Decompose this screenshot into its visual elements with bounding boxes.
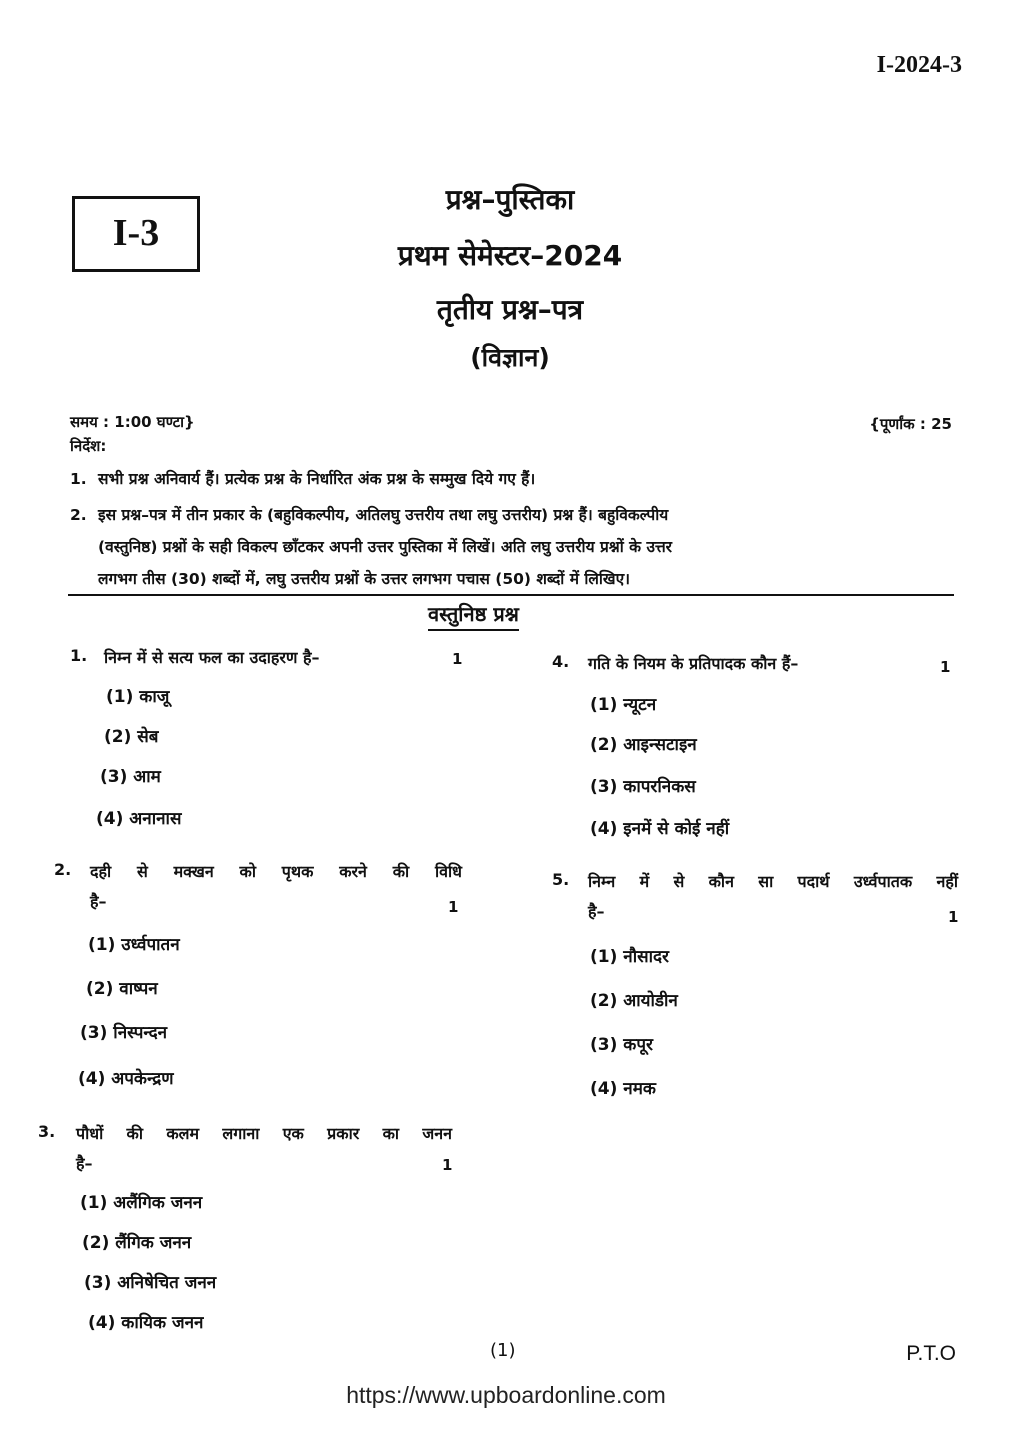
question-text-cont: है– (76, 1154, 93, 1173)
option-item: (4) इनमें से कोई नहीं (590, 819, 730, 839)
paper-code: I-2024-3 (876, 52, 962, 78)
subject-title: (विज्ञान) (470, 343, 550, 372)
question-text: निम्न में से सत्य फल का उदाहरण है– (104, 648, 320, 667)
option-item: (2) आइन्सटाइन (590, 735, 697, 755)
question-text: निम्न में से कौन सा पदार्थ उर्ध्वपातक नहीं (588, 872, 958, 891)
option-item: (4) अनानास (96, 809, 182, 829)
set-code-label: I-3 (112, 212, 160, 254)
question-number: 1. (70, 646, 88, 665)
option-item: (2) लैंगिक जनन (82, 1233, 192, 1253)
option-item: (4) कायिक जनन (88, 1313, 204, 1333)
max-marks-label: {पूर्णांक : 25 (869, 415, 952, 433)
option-item: (2) वाष्पन (86, 979, 158, 999)
divider-line (68, 594, 954, 596)
instruction-1-text: सभी प्रश्न अनिवार्य हैं। प्रत्येक प्रश्न के निर्धारित अंक प्रश्न के सम्मुख दिये गए हैं। (98, 470, 536, 488)
option-item: (4) नमक (590, 1079, 656, 1099)
title-booklet: प्रश्न–पुस्तिका (445, 183, 575, 216)
instruction-1-num: 1. (70, 470, 87, 488)
instruction-2-line3: लगभग तीस (30) शब्दों में, लघु उत्तरीय प्रश्नों के उत्तर लगभग पचास (50) शब्दों में लिखिए। (98, 570, 631, 588)
instructions-label: निर्देश: (70, 437, 107, 455)
section-title: वस्तुनिष्ठ प्रश्न (428, 600, 519, 631)
question-text-cont: है– (588, 902, 605, 921)
option-item: (2) सेब (104, 727, 159, 747)
page-number: (1) (490, 1340, 516, 1361)
instruction-2-line2: (वस्तुनिष्ठ) प्रश्नों के सही विकल्प छाँटकर अपनी उत्तर पुस्तिका में लिखें। अति लघु उत्तरीय प्रश्नों के उत्तर (98, 538, 672, 556)
question-marks: 1 (442, 1156, 453, 1174)
question-marks: 1 (452, 650, 463, 668)
option-item: (2) आयोडीन (590, 991, 678, 1011)
instruction-2-num: 2. (70, 506, 87, 524)
website-url: https://www.upboardonline.com (346, 1382, 666, 1408)
pto-label: P.T.O (906, 1342, 956, 1365)
question-number: 5. (552, 870, 570, 889)
question-marks: 1 (940, 658, 951, 676)
option-item: (3) कपूर (590, 1035, 653, 1055)
question-text: दही से मक्खन को पृथक करने की विधि (90, 862, 462, 881)
option-item: (1) नौसादर (590, 947, 669, 967)
question-marks: 1 (948, 908, 959, 926)
title-semester: प्रथम सेमेस्टर–2024 (397, 239, 623, 272)
option-item: (3) निस्पन्दन (80, 1023, 168, 1043)
question-text: पौधों की कलम लगाना एक प्रकार का जनन (76, 1124, 452, 1143)
option-item: (1) काजू (106, 687, 170, 707)
question-text: गति के नियम के प्रतिपादक कौन हैं– (588, 654, 799, 673)
question-number: 3. (38, 1122, 56, 1141)
question-number: 4. (552, 652, 570, 671)
option-item: (4) अपकेन्द्रण (78, 1069, 174, 1089)
option-item: (1) अलैंगिक जनन (80, 1193, 203, 1213)
instruction-2-line1: इस प्रश्न–पत्र में तीन प्रकार के (बहुविकल्पीय, अतिलघु उत्तरीय तथा लघु उत्तरीय) प्रश्न हैं। बहुविकल्पीय (98, 506, 669, 524)
question-number: 2. (54, 860, 72, 879)
question-text-cont: है– (90, 892, 107, 911)
option-item: (3) आम (100, 767, 161, 787)
option-item: (1) उर्ध्वपातन (88, 935, 180, 955)
time-label: समय : 1:00 घण्टा} (70, 413, 195, 431)
title-paper: तृतीय प्रश्न–पत्र (436, 293, 584, 326)
option-item: (3) कापरनिकस (590, 777, 696, 797)
set-code-box (72, 196, 200, 272)
question-marks: 1 (448, 898, 459, 916)
option-item: (1) न्यूटन (590, 695, 657, 715)
option-item: (3) अनिषेचित जनन (84, 1273, 217, 1293)
